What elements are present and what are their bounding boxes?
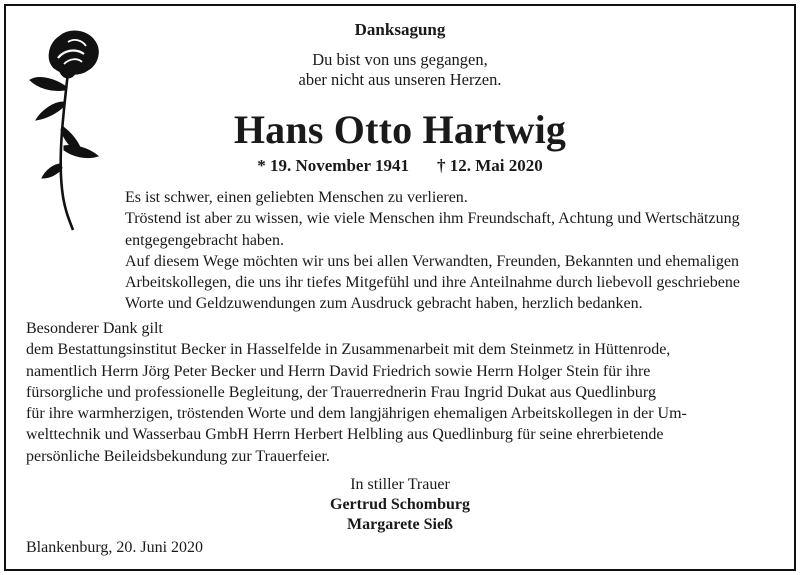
text-line: Es ist schwer, einen geliebten Menschen zu verlieren. [125, 189, 468, 206]
signoff: In stiller Trauer [350, 476, 450, 493]
life-dates [150, 156, 650, 176]
motto [150, 50, 650, 90]
rose-icon [18, 14, 106, 234]
motto-line: aber nicht aus unseren Herzen. [298, 70, 502, 89]
text-line: namentlich Herrn Jörg Peter Becker und Herrn David Friedrich sowie Herrn Holger Stein für ihre [26, 362, 651, 380]
signer: Gertrud Schomburg [330, 496, 470, 513]
place-date: Blankenburg, 20. Juni 2020 [26, 539, 204, 556]
text-line: Besonderer Dank gilt [26, 320, 163, 337]
text-line: für ihre warmherzigen, tröstenden Worte und dem langjährigen ehemaligen Arbeitskollegen in der Um- [26, 405, 687, 423]
birth-date: * 19. November 1941 [257, 156, 409, 175]
motto-line: Du bist von uns gegangen, [312, 50, 488, 69]
text-line: Tröstend ist aber zu wissen, wie viele Menschen ihm Freundschaft, Achtung und Wertschätzung [125, 210, 740, 228]
text-line: fürsorgliche und professionelle Begleitung, der Trauerrednerin Frau Ingrid Dukat aus Quedlinburg [26, 383, 656, 401]
text-line: Auf diesem Wege möchten wir uns bei allen Verwandten, Freunden, Bekannten und ehemaligen [125, 252, 739, 270]
text-line: welttechnik und Wasserbau GmbH Herrn Herbert Helbling aus Quedlinburg für seine ehrerbietende [26, 426, 664, 444]
text-line: Arbeitskollegen, die uns ihr tiefes Mitgefühl und ihre Anteilnahme durch liebevoll geschriebene [125, 274, 740, 292]
special-thanks-paragraph [26, 318, 774, 467]
signer: Margarete Sieß [347, 516, 453, 533]
heading: Danksagung [354, 20, 446, 39]
thanks-paragraph [125, 187, 780, 315]
text-line: entgegengebracht haben. [125, 231, 285, 249]
text-line: persönliche Beileidsbekundung zur Trauerfeier. [26, 447, 330, 465]
death-date: † 12. Mai 2020 [436, 156, 543, 175]
text-line: Worte und Geldzuwendungen zum Ausdruck gebracht haben, herzlich bedanken. [125, 295, 643, 313]
deceased-name: Hans Otto Hartwig [233, 107, 567, 152]
text-line: dem Bestattungsinstitut Becker in Hasselfelde in Zusammenarbeit mit dem Steinmetz in Hüttenrode, [26, 341, 671, 359]
